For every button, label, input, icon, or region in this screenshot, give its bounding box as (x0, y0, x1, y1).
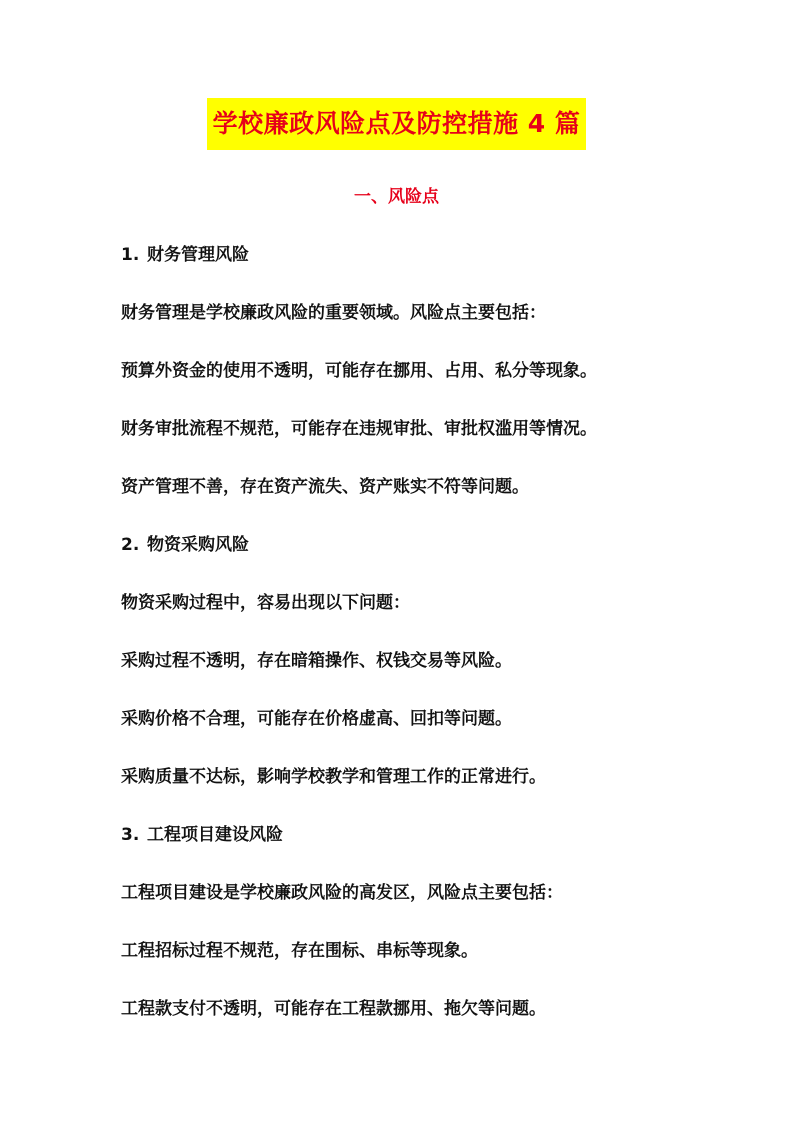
subsection-heading-3 (121, 822, 283, 848)
paragraph: 工程招标过程不规范，存在围标、串标等现象。 (121, 941, 478, 961)
paragraph: 工程项目建设是学校廉政风险的高发区，风险点主要包括： (121, 883, 563, 903)
subsection-title: 财务管理风险 (147, 245, 249, 265)
paragraph: 采购质量不达标，影响学校教学和管理工作的正常进行。 (121, 767, 546, 787)
paragraph: 采购价格不合理，可能存在价格虚高、回扣等问题。 (121, 709, 512, 729)
title-container (0, 98, 793, 150)
subsection-number: 3. (121, 825, 140, 845)
paragraph: 财务审批流程不规范，可能存在违规审批、审批权滥用等情况。 (121, 419, 597, 439)
subsection-heading-1 (121, 242, 249, 268)
paragraph: 物资采购过程中，容易出现以下问题： (121, 593, 410, 613)
paragraph: 采购过程不透明，存在暗箱操作、权钱交易等风险。 (121, 651, 512, 671)
subsection-title: 工程项目建设风险 (147, 825, 283, 845)
paragraph: 预算外资金的使用不透明，可能存在挪用、占用、私分等现象。 (121, 361, 597, 381)
paragraph: 财务管理是学校廉政风险的重要领域。风险点主要包括： (121, 303, 546, 323)
paragraph: 工程款支付不透明，可能存在工程款挪用、拖欠等问题。 (121, 999, 546, 1019)
subsection-heading-2 (121, 532, 249, 558)
paragraph: 资产管理不善，存在资产流失、资产账实不符等问题。 (121, 477, 529, 497)
section-heading: 一、风险点 (354, 187, 439, 207)
subsection-number: 2. (121, 535, 140, 555)
subsection-title: 物资采购风险 (147, 535, 249, 555)
subsection-number: 1. (121, 245, 140, 265)
document-title: 学校廉政风险点及防控措施 4 篇 (207, 98, 587, 150)
